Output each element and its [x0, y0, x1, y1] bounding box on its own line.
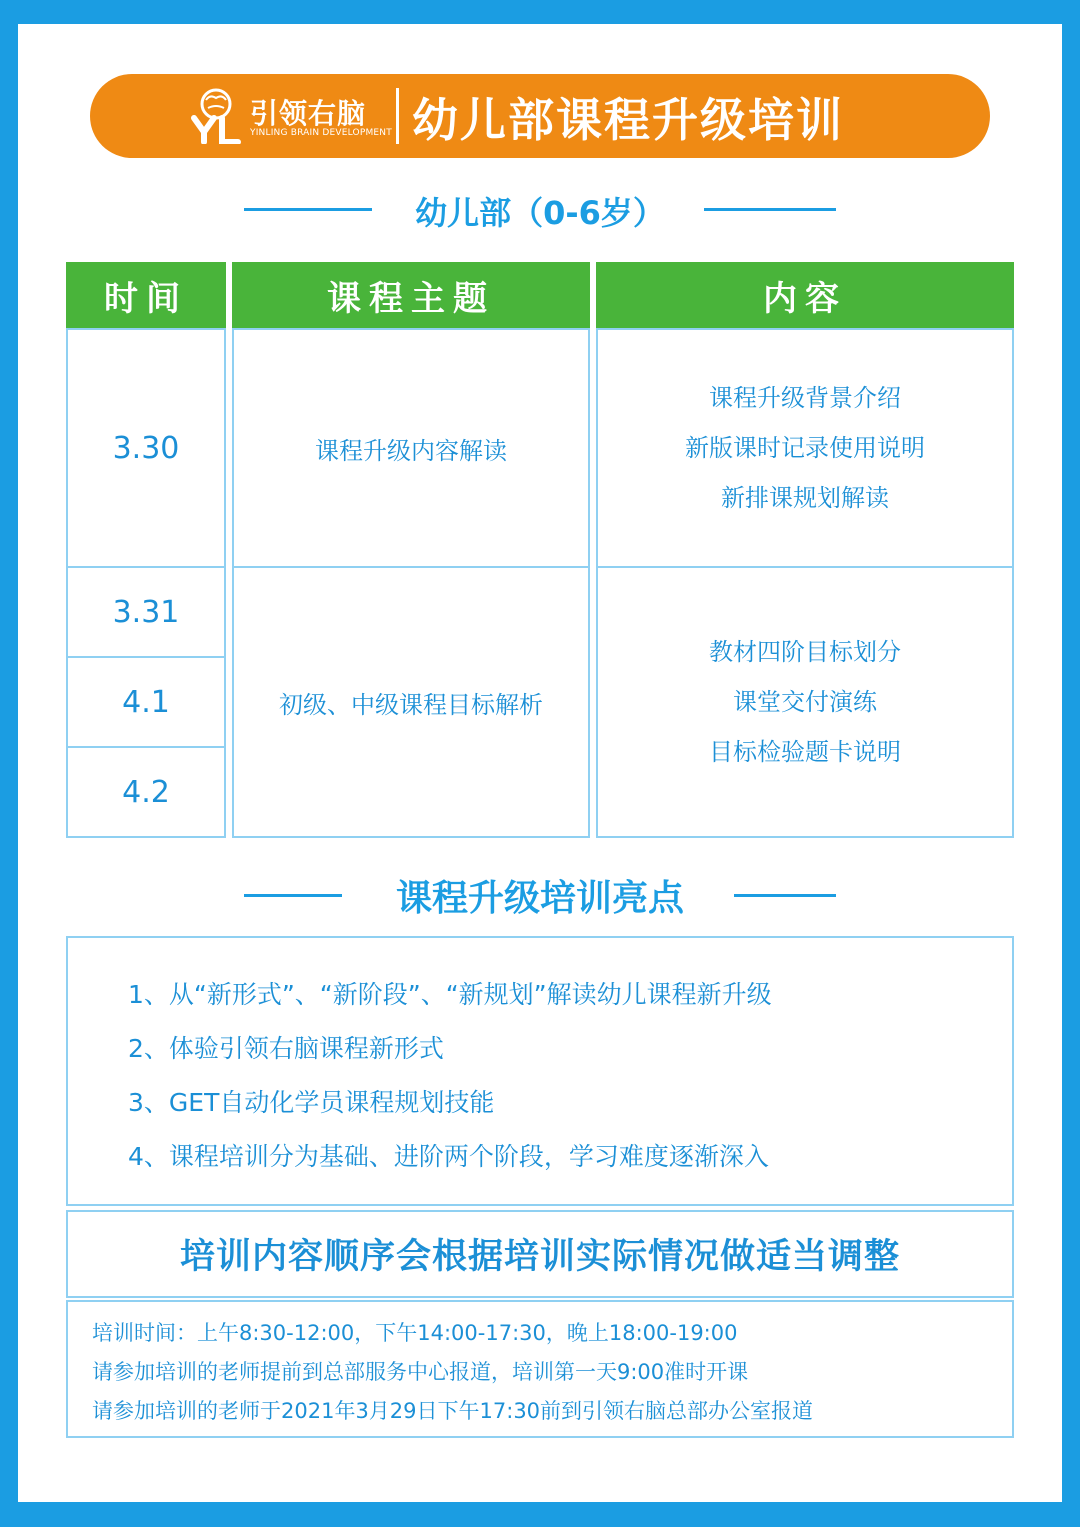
table-cell-date: 3.31: [66, 566, 226, 658]
brain-logo-icon: [188, 88, 244, 144]
heading-line-right: [734, 894, 836, 897]
table-cell-date: 4.1: [66, 656, 226, 748]
training-info-box: [66, 1300, 1014, 1438]
section-heading-department: [18, 186, 1062, 236]
content-line: 新版课时记录使用说明: [685, 434, 925, 462]
table-cell-topic: 课程升级内容解读: [232, 328, 590, 568]
table-cell-topic: 初级、中级课程目标解析: [232, 566, 590, 838]
adjustment-notice: 培训内容顺序会根据培训实际情况做适当调整: [66, 1210, 1014, 1298]
content-line: 课程升级背景介绍: [709, 384, 901, 412]
page-title: 幼儿部课程升级培训: [412, 93, 844, 147]
brand-name-en: YINLING BRAIN DEVELOPMENT: [250, 128, 392, 138]
list-item: 1、从“新形式”、“新阶段”、“新规划”解读幼儿课程新升级: [128, 980, 772, 1009]
column-header-content: 内容: [596, 262, 1014, 328]
list-item: 2、体验引领右脑课程新形式: [128, 1034, 444, 1063]
info-line-checkin: 请参加培训的老师提前到总部服务中心报道，培训第一天9:00准时开课: [92, 1360, 749, 1384]
heading-line-right: [704, 208, 836, 211]
section-heading-highlights: [18, 870, 1062, 922]
section-title-highlights: 课程升级培训亮点: [395, 878, 684, 919]
title-banner: [90, 74, 990, 158]
highlights-list: [68, 938, 1012, 1184]
list-item: 3、GET自动化学员课程规划技能: [128, 1088, 495, 1117]
content-line: 课堂交付演练: [733, 688, 877, 716]
content-line: 目标检验题卡说明: [709, 738, 901, 766]
table-cell-date: 4.2: [66, 746, 226, 838]
content-line: 教材四阶目标划分: [709, 638, 901, 666]
column-header-time: 时间: [66, 262, 226, 328]
banner-divider: [396, 88, 399, 144]
table-cell-date: 3.30: [66, 328, 226, 568]
table-cell-content: [596, 328, 1014, 568]
poster-page: [18, 24, 1062, 1502]
highlights-box: [66, 936, 1014, 1206]
brand-logo: [188, 86, 392, 146]
schedule-table: [66, 262, 1016, 838]
list-item: 4、课程培训分为基础、进阶两个阶段，学习难度逐渐深入: [128, 1142, 769, 1171]
column-header-topic: 课程主题: [232, 262, 590, 328]
info-line-time: 培训时间：上午8:30-12:00，下午14:00-17:30，晚上18:00-19:00: [92, 1321, 738, 1345]
table-cell-content: [596, 566, 1014, 838]
info-line-deadline: 请参加培训的老师于2021年3月29日下午17:30前到引领右脑总部办公室报道: [92, 1399, 814, 1423]
section-title-department: 幼儿部（0-6岁）: [415, 194, 665, 232]
brand-name-cn: 引领右脑: [250, 97, 367, 130]
content-line: 新排课规划解读: [721, 484, 889, 512]
